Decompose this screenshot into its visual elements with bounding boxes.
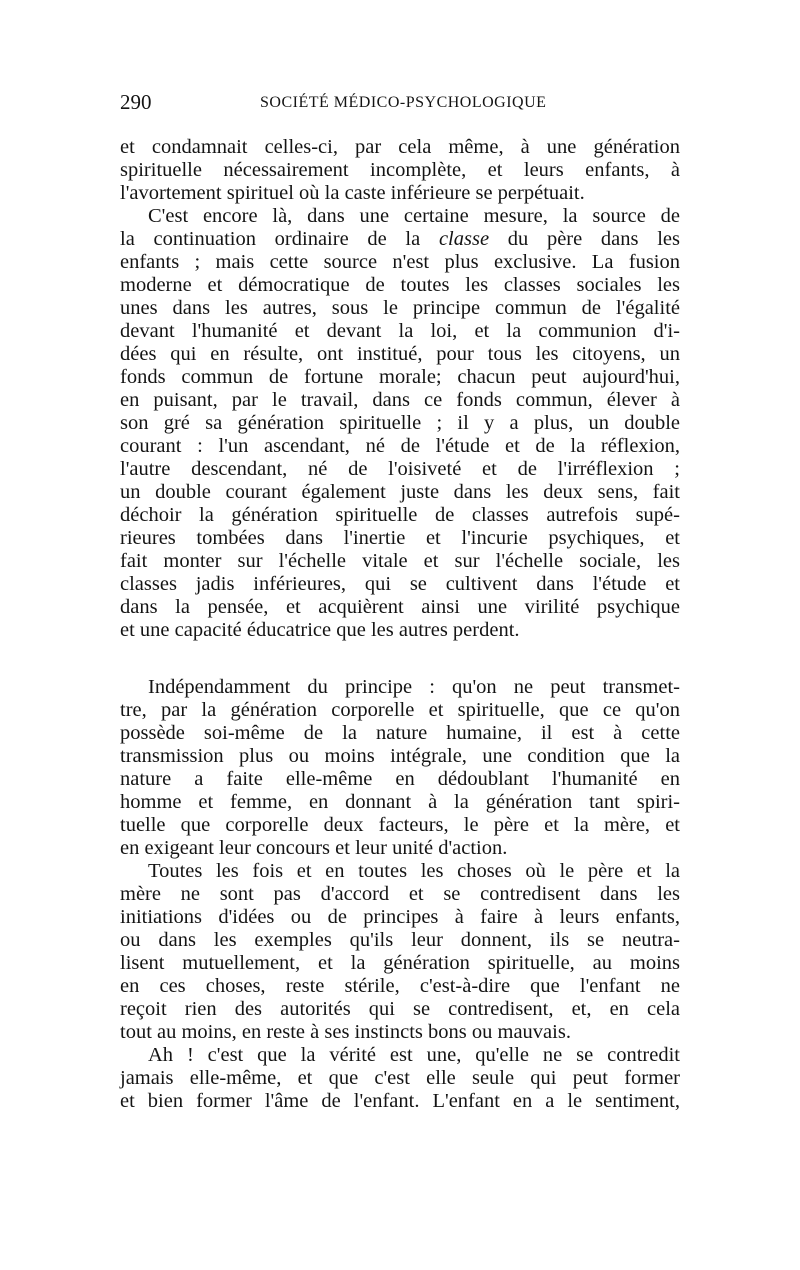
text-line: et bien former l'âme de l'enfant. L'enfant en a le sentiment,: [120, 1090, 680, 1112]
text-line: possède soi-même de la nature humaine, il est à cette: [120, 722, 680, 744]
text-line: son gré sa génération spirituelle ; il y a plus, un double: [120, 412, 680, 434]
page-number: 290: [120, 90, 152, 114]
text-line: en exigeant leur concours et leur unité d'action.: [120, 837, 508, 859]
text-line: ou dans les exemples qu'ils leur donnent, ils se neutra-: [120, 929, 680, 951]
text-line: unes dans les autres, sous le principe commun de l'égalité: [120, 297, 680, 319]
text-line: rieures tombées dans l'inertie et l'incurie psychiques, et: [120, 527, 680, 549]
text-line: dans la pensée, et acquièrent ainsi une virilité psychique: [120, 596, 680, 618]
text-line: Ah ! c'est que la vérité est une, qu'elle ne se contredit: [148, 1044, 680, 1066]
text-line: mère ne sont pas d'accord et se contredisent dans les: [120, 883, 680, 905]
text-line: un double courant également juste dans les deux sens, fait: [120, 481, 680, 503]
paragraph: [120, 136, 680, 205]
text-line: en ces choses, reste stérile, c'est-à-dire que l'enfant ne: [120, 975, 680, 997]
text-line: enfants ; mais cette source n'est plus exclusive. La fusion: [120, 251, 680, 273]
text-segment: du père dans les: [489, 228, 680, 250]
text-line: tre, par la génération corporelle et spirituelle, que ce qu'on: [120, 699, 680, 721]
text-line: nature a faite elle-même en dédoublant l'humanité en: [120, 768, 680, 790]
text-line: classes jadis inférieures, qui se cultivent dans l'étude et: [120, 573, 680, 595]
text-line: moderne et démocratique de toutes les classes sociales les: [120, 274, 680, 296]
paragraph: [120, 1044, 680, 1113]
paragraph: [120, 676, 680, 860]
text-line: en puisant, par le travail, dans ce fonds commun, élever à: [120, 389, 680, 411]
journal-title: SOCIÉTÉ MÉDICO-PSYCHOLOGIQUE: [260, 94, 547, 111]
text-line: et une capacité éducatrice que les autres perdent.: [120, 619, 520, 641]
text-line: [120, 228, 680, 251]
paragraph: [120, 860, 680, 1044]
text-line: devant l'humanité et devant la loi, et la communion d'i-: [120, 320, 680, 342]
text-line: C'est encore là, dans une certaine mesure, la source de: [148, 205, 680, 227]
book-page: [120, 90, 680, 1113]
text-segment: la continuation ordinaire de la: [120, 228, 439, 250]
text-line: initiations d'idées ou de principes à faire à leurs enfants,: [120, 906, 680, 928]
text-line: déchoir la génération spirituelle de classes autrefois supé-: [120, 504, 680, 526]
text-line: et condamnait celles-ci, par cela même, à une génération: [120, 136, 680, 158]
text-line: transmission plus ou moins intégrale, une condition que la: [120, 745, 680, 767]
text-line: l'autre descendant, né de l'oisiveté et de l'irréflexion ;: [120, 458, 680, 480]
text-line: Indépendamment du principe : qu'on ne peut transmet-: [148, 676, 680, 698]
text-line: homme et femme, en donnant à la génération tant spiri-: [120, 791, 680, 813]
body-text: [120, 136, 680, 1113]
text-line: dées qui en résulte, ont institué, pour tous les citoyens, un: [120, 343, 680, 365]
italic-word: classe: [438, 228, 490, 250]
text-line: lisent mutuellement, et la génération spirituelle, au moins: [120, 952, 680, 974]
text-line: fonds commun de fortune morale; chacun peut aujourd'hui,: [120, 366, 680, 388]
text-line: courant : l'un ascendant, né de l'étude et de la réflexion,: [120, 435, 680, 457]
text-line: fait monter sur l'échelle vitale et sur l'échelle sociale, les: [120, 550, 680, 572]
paragraph-gap: [120, 642, 680, 676]
running-head: [120, 90, 680, 124]
text-line: l'avortement spirituel où la caste inférieure se perpétuait.: [120, 182, 585, 204]
text-line: reçoit rien des autorités qui se contredisent, et, en cela: [120, 998, 680, 1020]
text-line: jamais elle-même, et que c'est elle seule qui peut former: [120, 1067, 680, 1089]
text-line: spirituelle nécessairement incomplète, et leurs enfants, à: [120, 159, 680, 181]
text-line: Toutes les fois et en toutes les choses où le père et la: [148, 860, 680, 882]
paragraph: [120, 205, 680, 642]
text-line: tuelle que corporelle deux facteurs, le père et la mère, et: [120, 814, 680, 836]
text-line: tout au moins, en reste à ses instincts bons ou mauvais.: [120, 1021, 571, 1043]
